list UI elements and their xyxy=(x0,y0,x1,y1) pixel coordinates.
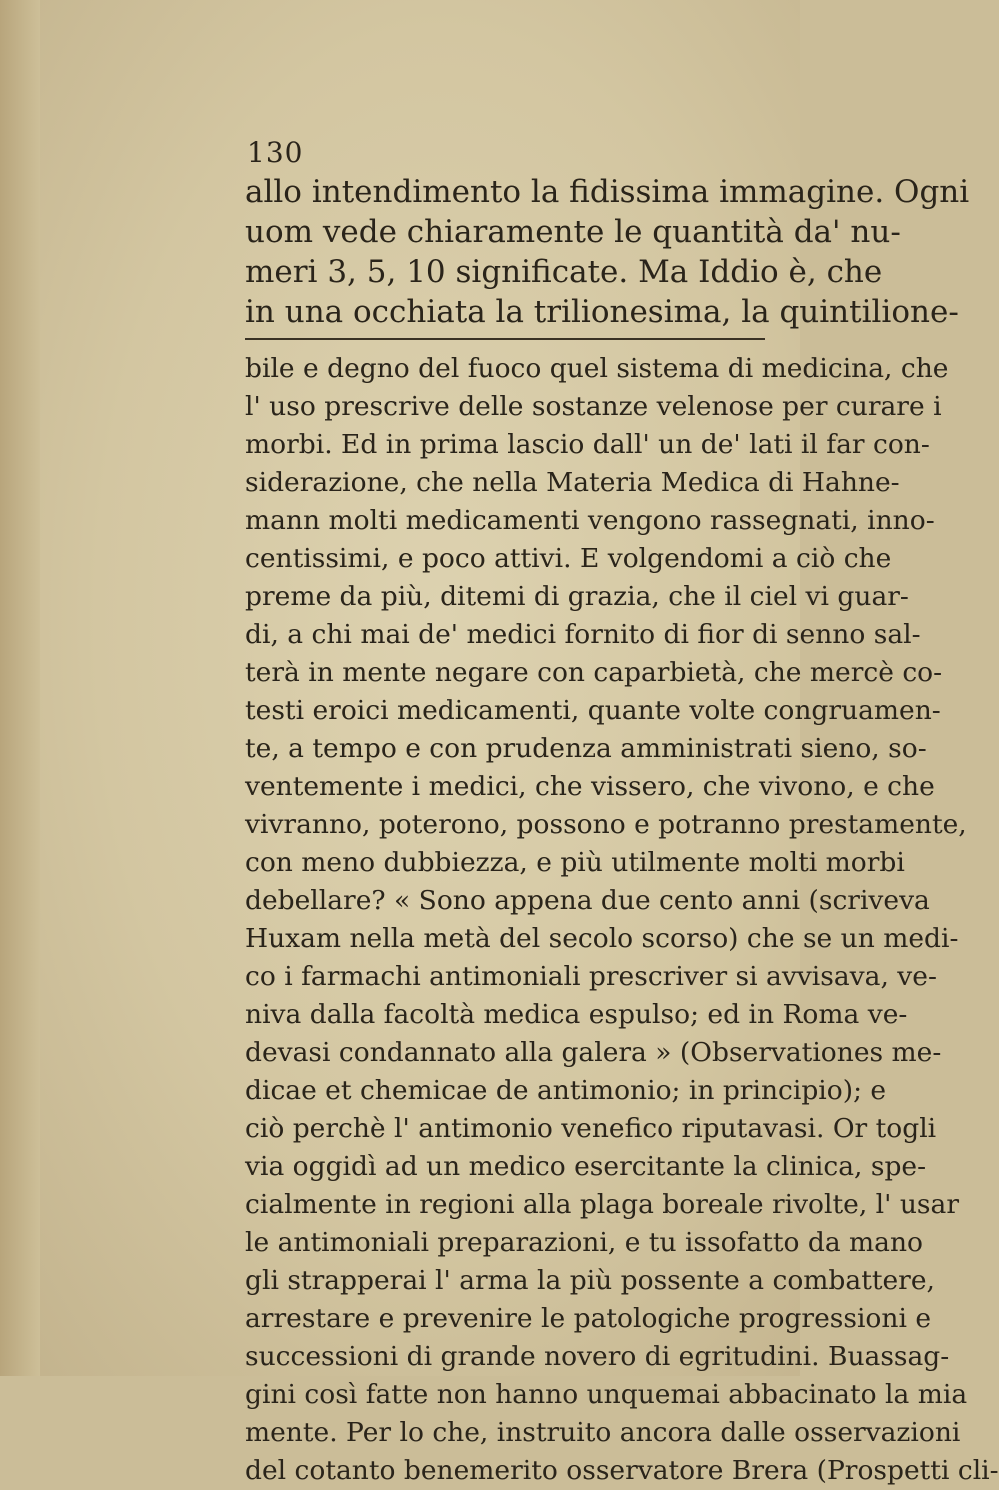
main-line: con meno dubbiezza, e più utilmente molti morbi xyxy=(245,847,905,878)
main-text-block xyxy=(245,350,999,1490)
page-number: 130 xyxy=(247,136,304,169)
main-line: dicae et chemicae de antimonio; in principio); e xyxy=(245,1075,887,1106)
main-line: testi eroici medicamenti, quante volte congruamen- xyxy=(245,695,941,726)
main-line: l' uso prescrive delle sostanze velenose per curare i xyxy=(245,391,942,422)
main-line: ventemente i medici, che vissero, che vivono, e che xyxy=(245,771,935,802)
main-line: devasi condannato alla galera » (Observationes me- xyxy=(245,1037,942,1068)
main-line: centissimi, e poco attivi. E volgendomi a ciò che xyxy=(245,543,892,574)
main-line: Huxam nella metà del secolo scorso) che se un medi- xyxy=(245,923,959,954)
page-left-edge xyxy=(0,0,40,1376)
main-line: del cotanto benemerito osservatore Brera (Prospetti cli- xyxy=(245,1455,999,1486)
main-line: mann molti medicamenti vengono rassegnati, inno- xyxy=(245,505,935,536)
main-line: niva dalla facoltà medica espulso; ed in Roma ve- xyxy=(245,999,908,1030)
main-line: preme da più, ditemi di grazia, che il ciel vi guar- xyxy=(245,581,909,612)
main-line: successioni di grande novero di egritudini. Buassag- xyxy=(245,1341,950,1372)
top-line: allo intendimento la fidissima immagine. Ogni xyxy=(245,174,970,210)
main-line: debellare? « Sono appena due cento anni (scriveva xyxy=(245,885,930,916)
main-line: gini così fatte non hanno unquemai abbacinato la mia xyxy=(245,1379,968,1410)
main-line: ciò perchè l' antimonio venefico riputavasi. Or togli xyxy=(245,1113,937,1144)
main-line: morbi. Ed in prima lascio dall' un de' lati il far con- xyxy=(245,429,930,460)
top-text-block xyxy=(245,172,970,332)
main-line: arrestare e prevenire le patologiche progressioni e xyxy=(245,1303,932,1334)
main-line: terà in mente negare con caparbietà, che mercè co- xyxy=(245,657,943,688)
top-line: meri 3, 5, 10 significate. Ma Iddio è, che xyxy=(245,254,883,290)
separator-rule xyxy=(245,338,765,340)
main-line: bile e degno del fuoco quel sistema di medicina, che xyxy=(245,353,949,384)
main-line: via oggidì ad un medico esercitante la clinica, spe- xyxy=(245,1151,927,1182)
main-line: te, a tempo e con prudenza amministrati sieno, so- xyxy=(245,733,927,764)
main-line: mente. Per lo che, instruito ancora dalle osservazioni xyxy=(245,1417,961,1448)
main-line: vivranno, poterono, possono e potranno prestamente, xyxy=(245,809,967,840)
main-line: cialmente in regioni alla plaga boreale rivolte, l' usar xyxy=(245,1189,959,1220)
main-line: gli strapperai l' arma la più possente a combattere, xyxy=(245,1265,935,1296)
main-line: le antimoniali preparazioni, e tu issofatto da mano xyxy=(245,1227,923,1258)
top-line: uom vede chiaramente le quantità da' nu- xyxy=(245,214,901,250)
main-line: siderazione, che nella Materia Medica di Hahne- xyxy=(245,467,900,498)
top-line: in una occhiata la trilionesima, la quintilione- xyxy=(245,294,959,330)
main-line: co i farmachi antimoniali prescriver si avvisava, ve- xyxy=(245,961,937,992)
main-line: di, a chi mai de' medici fornito di fior di senno sal- xyxy=(245,619,921,650)
